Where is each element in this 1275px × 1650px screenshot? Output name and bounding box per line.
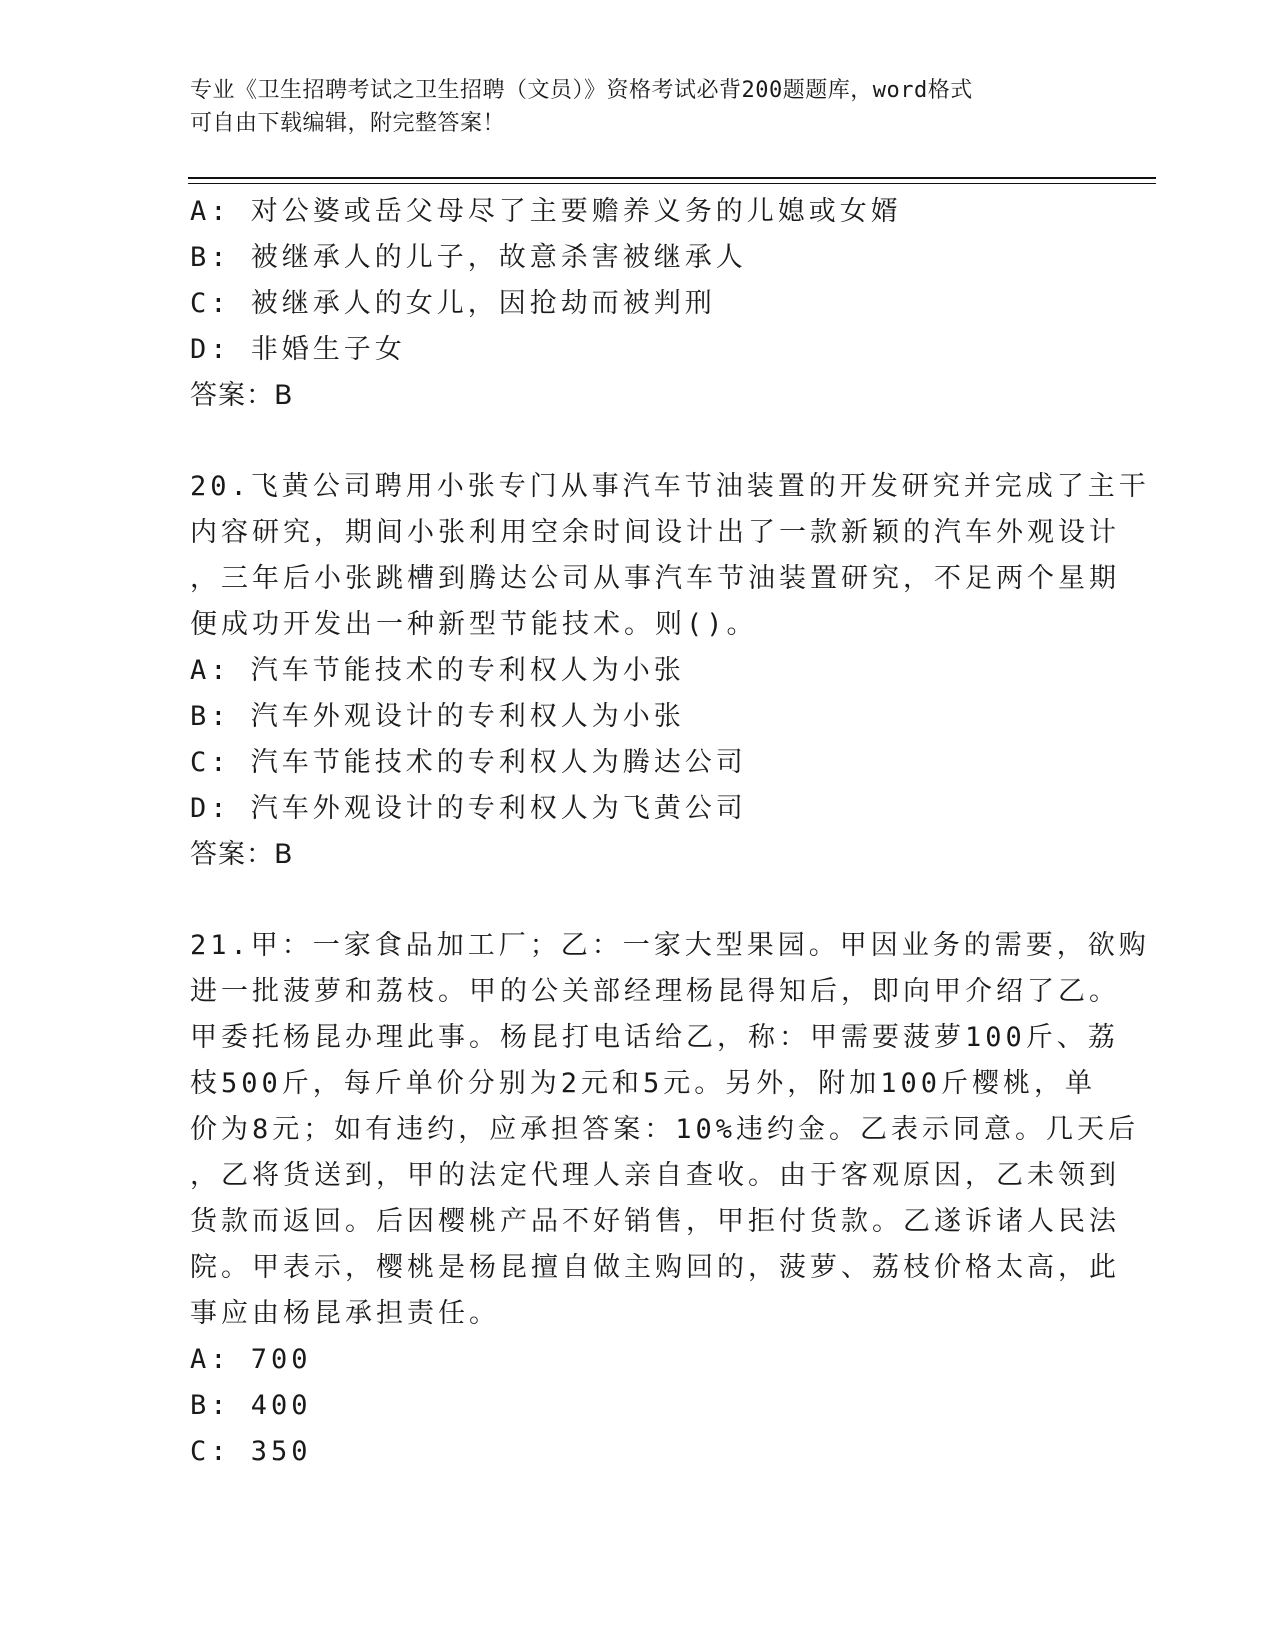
option-d: D: 非婚生子女: [190, 334, 406, 365]
option-c: C: 汽车节能技术的专利权人为腾达公司: [190, 747, 747, 778]
question-stem-line: 21.甲：一家食品加工厂；乙：一家大型果园。甲因业务的需要，欲购: [190, 930, 1150, 961]
question-stem-line: 甲委托杨昆办理此事。杨昆打电话给乙，称：甲需要菠萝100斤、荔: [190, 1022, 1119, 1053]
question-stem-line: 枝500斤，每斤单价分别为2元和5元。另外，附加100斤樱桃，单: [190, 1068, 1097, 1099]
option-b: B: 被继承人的儿子，故意杀害被继承人: [190, 242, 747, 273]
question-stem-line: 院。甲表示，樱桃是杨昆擅自做主购回的，菠萝、荔枝价格太高，此: [190, 1252, 1120, 1283]
question-stem-line: 价为8元；如有违约，应承担答案：10%违约金。乙表示同意。几天后: [190, 1114, 1140, 1145]
option-a: A: 汽车节能技术的专利权人为小张: [190, 655, 685, 686]
question-stem-line: ，乙将货送到，甲的法定代理人亲自查收。由于客观原因，乙未领到: [190, 1160, 1120, 1191]
option-c: C: 被继承人的女儿，因抢劫而被判刑: [190, 288, 716, 319]
header-divider-thin: [188, 183, 1156, 184]
option-b: B: 汽车外观设计的专利权人为小张: [190, 701, 685, 732]
question-stem-line: 进一批菠萝和荔枝。甲的公关部经理杨昆得知后，即向甲介绍了乙。: [190, 976, 1120, 1007]
question-stem-line: 20.飞黄公司聘用小张专门从事汽车节油装置的开发研究并完成了主干: [190, 471, 1150, 502]
question-stem-line: 货款而返回。后因樱桃产品不好销售，甲拒付货款。乙遂诉诸人民法: [190, 1206, 1120, 1237]
spacer: [190, 878, 1090, 923]
header-line-1: 专业《卫生招聘考试之卫生招聘（文员）》资格考试必背200题题库，word格式: [190, 78, 973, 103]
question-20: [190, 464, 1150, 878]
document-header: [190, 74, 1070, 140]
option-b: B: 400: [190, 1390, 312, 1421]
option-d: D: 汽车外观设计的专利权人为飞黄公司: [190, 793, 747, 824]
question-19: [190, 189, 1090, 419]
question-21: [190, 923, 1150, 1475]
header-divider-thick: [188, 177, 1156, 179]
question-stem-line: 内容研究，期间小张利用空余时间设计出了一款新颖的汽车外观设计: [190, 517, 1120, 548]
spacer: [190, 419, 1090, 464]
question-stem-line: 便成功开发出一种新型节能技术。则()。: [190, 609, 758, 640]
document-body: [190, 189, 1150, 1475]
answer: 答案：B: [190, 380, 294, 411]
option-a: A: 对公婆或岳父母尽了主要赡养义务的儿媳或女婿: [190, 196, 902, 227]
question-stem-line: 事应由杨昆承担责任。: [190, 1298, 500, 1329]
option-a: A: 700: [190, 1344, 312, 1375]
answer: 答案：B: [190, 839, 294, 870]
option-c: C: 350: [190, 1436, 312, 1467]
header-line-2: 可自由下载编辑，附完整答案！: [190, 111, 506, 136]
question-stem-line: ，三年后小张跳槽到腾达公司从事汽车节油装置研究，不足两个星期: [190, 563, 1120, 594]
